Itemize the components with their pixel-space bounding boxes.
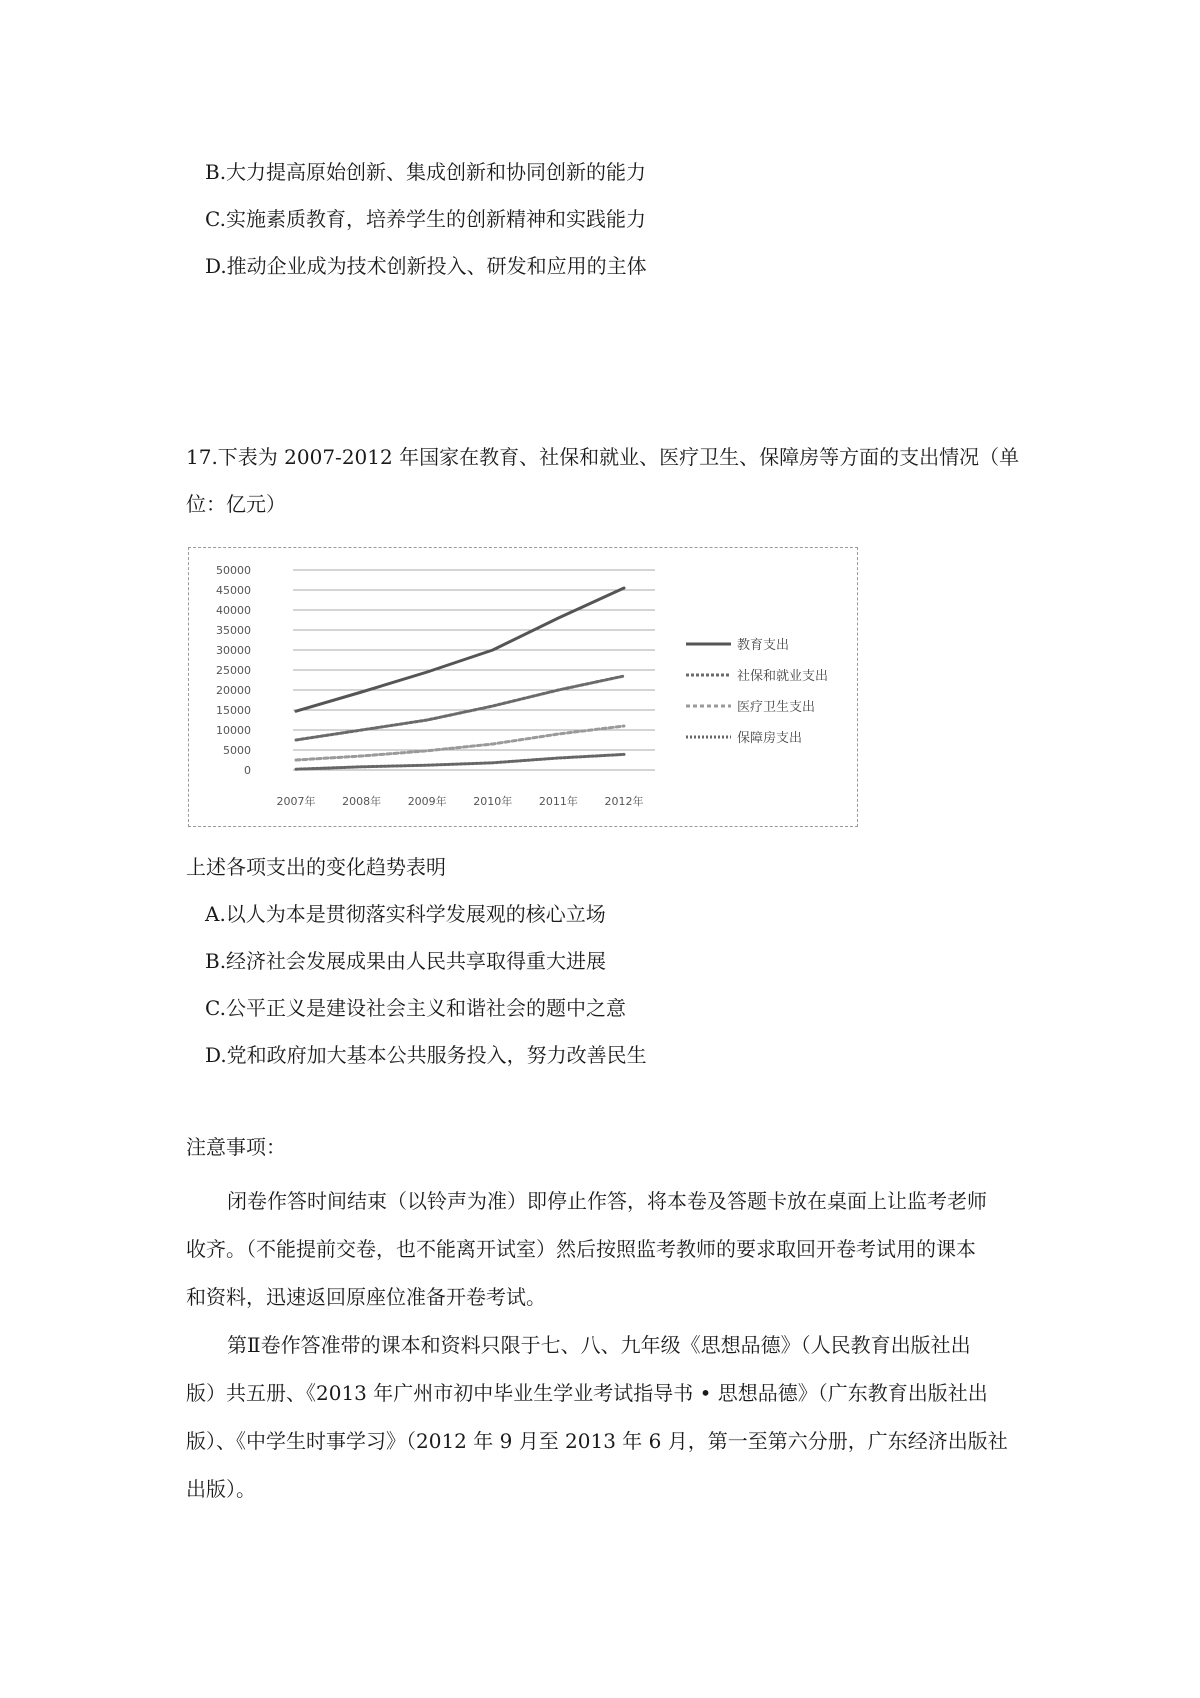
q17-option-b: B.经济社会发展成果由人民共享取得重大进展 — [205, 949, 607, 973]
notes-line-4: 第Ⅱ卷作答准带的课本和资料只限于七、八、九年级《思想品德》（人民教育出版社出 — [227, 1333, 971, 1357]
y-tick-label: 25000 — [216, 664, 251, 677]
q16-option-b: B.大力提高原始创新、集成创新和协同创新的能力 — [205, 160, 647, 184]
y-tick-label: 35000 — [216, 624, 251, 637]
legend-label: 保障房支出 — [737, 731, 803, 746]
legend-label: 教育支出 — [737, 638, 790, 653]
y-tick-label: 20000 — [216, 684, 251, 697]
q17-option-c: C.公平正义是建设社会主义和谐社会的题中之意 — [205, 996, 626, 1020]
y-tick-label: 45000 — [216, 584, 251, 597]
q16-option-c: C.实施素质教育，培养学生的创新精神和实践能力 — [205, 207, 646, 231]
y-tick-label: 30000 — [216, 644, 251, 657]
x-tick-label: 2012年 — [604, 795, 644, 808]
notes-heading: 注意事项： — [186, 1135, 286, 1159]
x-tick-label: 2008年 — [342, 795, 382, 808]
q17-prompt: 上述各项支出的变化趋势表明 — [186, 855, 446, 879]
legend-label: 社保和就业支出 — [737, 669, 829, 684]
y-tick-label: 15000 — [216, 704, 251, 717]
x-tick-label: 2011年 — [538, 795, 578, 808]
q16-option-d: D.推动企业成为技术创新投入、研发和应用的主体 — [205, 254, 647, 278]
notes-line-2: 收齐。（不能提前交卷，也不能离开试室）然后按照监考教师的要求取回开卷考试用的课本 — [186, 1237, 976, 1261]
q17-option-a: A.以人为本是贯彻落实科学发展观的核心立场 — [205, 902, 606, 926]
notes-line-5: 版）共五册、《2013 年广州市初中毕业生学业考试指导书 • 思想品德》（广东教育出版社出 — [186, 1381, 988, 1405]
x-tick-label: 2007年 — [276, 795, 316, 808]
notes-line-6: 版）、《中学生时事学习》（2012 年 9 月至 2013 年 6 月，第一至第六分册，广东经济出版社 — [186, 1429, 1008, 1453]
notes-line-1: 闭卷作答时间结束（以铃声为准）即停止作答，将本卷及答题卡放在桌面上让监考老师 — [227, 1189, 987, 1213]
notes-line-7: 出版）。 — [186, 1477, 256, 1501]
x-tick-label: 2010年 — [473, 795, 513, 808]
legend-label: 医疗卫生支出 — [737, 700, 816, 715]
y-tick-label: 5000 — [223, 744, 251, 757]
expenditure-chart — [188, 547, 858, 827]
x-tick-label: 2009年 — [407, 795, 447, 808]
y-tick-label: 10000 — [216, 724, 251, 737]
q17-stem-line2: 位：亿元） — [186, 492, 286, 516]
chart-svg — [189, 548, 859, 828]
y-tick-label: 0 — [244, 764, 251, 777]
y-tick-label: 40000 — [216, 604, 251, 617]
q17-stem-line1: 17.下表为 2007-2012 年国家在教育、社保和就业、医疗卫生、保障房等方面的支出情况（单 — [186, 445, 1020, 469]
q17-option-d: D.党和政府加大基本公共服务投入，努力改善民生 — [205, 1043, 647, 1067]
notes-line-3: 和资料，迅速返回原座位准备开卷考试。 — [186, 1285, 546, 1309]
y-tick-label: 50000 — [216, 564, 251, 577]
